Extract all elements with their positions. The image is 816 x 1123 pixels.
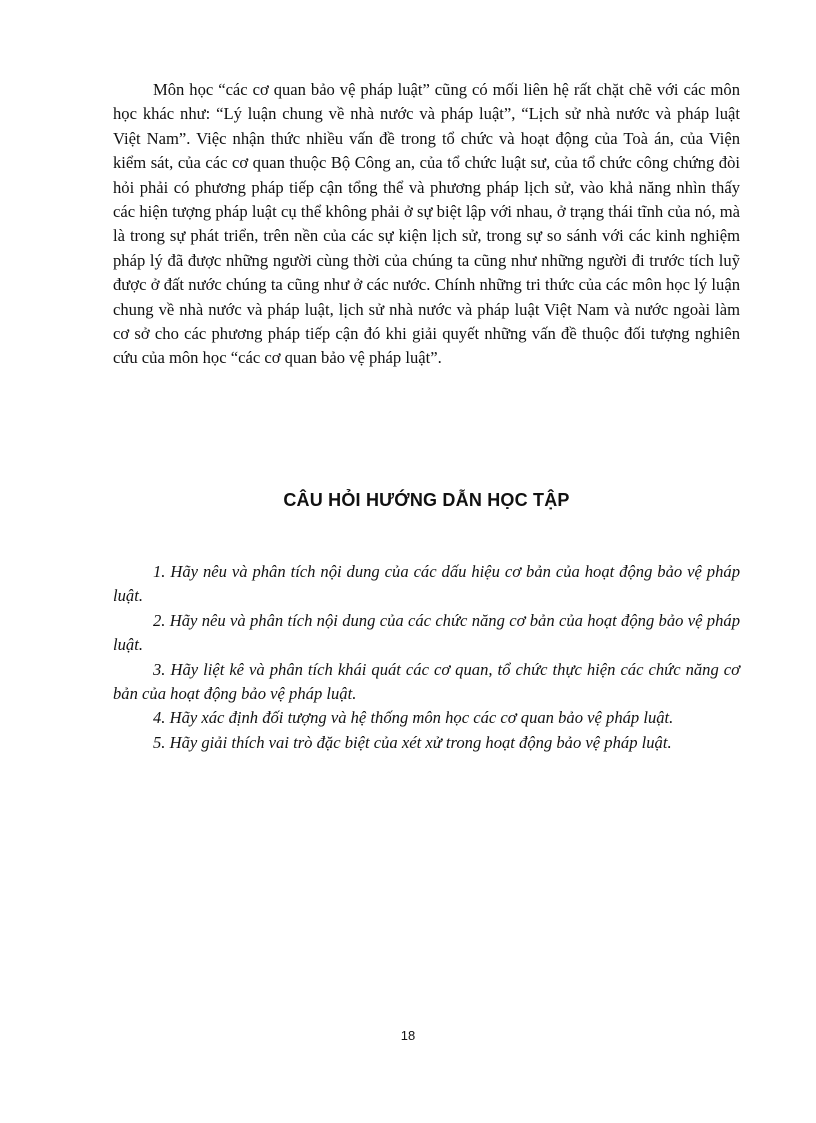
question-item: 2. Hãy nêu và phân tích nội dung của các chức năng cơ bản của hoạt động bảo vệ pháp luật. bbox=[113, 610, 740, 655]
question-list bbox=[113, 560, 740, 755]
page-number: 18 bbox=[400, 1028, 416, 1043]
question-item: 3. Hãy liệt kê và phân tích khái quát các cơ quan, tổ chức thực hiện các chức năng cơ bản của hoạt động bảo vệ pháp luật. bbox=[113, 659, 740, 704]
question-item: 4. Hãy xác định đối tượng và hệ thống môn học các cơ quan bảo vệ pháp luật. bbox=[153, 708, 674, 728]
page-content bbox=[113, 78, 740, 752]
section-heading: CÂU HỎI HƯỚNG DẪN HỌC TẬP bbox=[283, 490, 570, 510]
question-item: 5. Hãy giải thích vai trò đặc biệt của xét xử trong hoạt động bảo vệ pháp luật. bbox=[153, 732, 672, 752]
body-paragraph: Môn học “các cơ quan bảo vệ pháp luật” cũng có mối liên hệ rất chặt chẽ với các môn học khác như: “Lý luận chung về nhà nước và pháp luật”, “Lịch sử nhà nước và pháp luật Việt Nam”. Việc nhận thức nhiều vấn đề trong tổ chức và hoạt động của Toà án, của Viện kiểm sát, của các cơ quan thuộc Bộ Công an, của tổ chức luật sư, của tổ chức công chứng đòi hỏi phải có phương pháp tiếp cận tổng thể và phương pháp lịch sử, vào khả năng nhìn thấy các hiện tượng pháp luật cụ thể không phải ở sự biệt lập với nhau, ở trạng thái tĩnh của nó, mà là trong sự phát triển, trên nền của các sự kiện lịch sử, trong sự so sánh với các kinh nghiệm pháp lý đã được những người cùng thời của chúng ta cũng như những người đi trước tích luỹ được ở đất nước chúng ta cũng như ở các nước. Chính những tri thức của các môn học lý luận chung về nhà nước và pháp luật, lịch sử nhà nước và pháp luật Việt Nam và nước ngoài làm cơ sở cho các phương pháp tiếp cận đó khi giải quyết những vấn đề thuộc đối tượng nghiên cứu của môn học “các cơ quan bảo vệ pháp luật”. bbox=[113, 80, 740, 368]
question-item: 1. Hãy nêu và phân tích nội dung của các dấu hiệu cơ bản của hoạt động bảo vệ pháp luật. bbox=[113, 562, 740, 606]
